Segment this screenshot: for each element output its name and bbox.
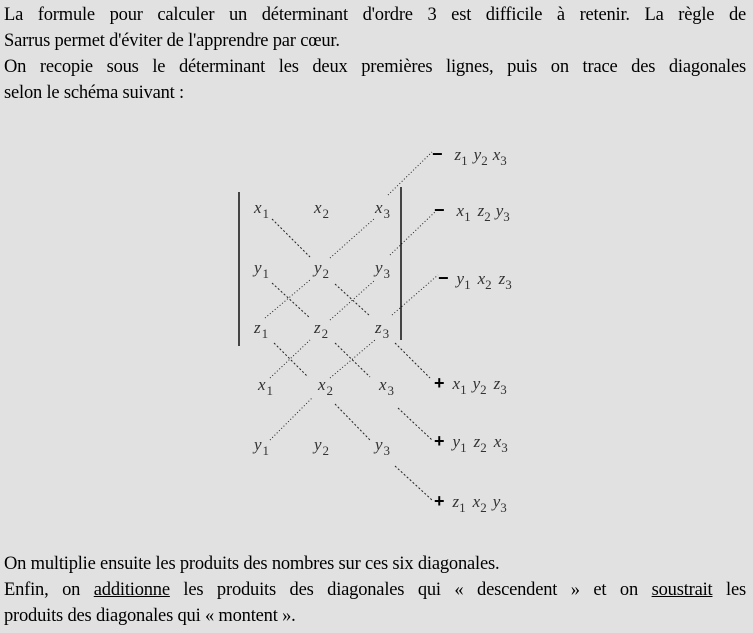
entry-y3: $y_3$ bbox=[375, 258, 391, 281]
outro-text: les bbox=[712, 580, 746, 600]
underlined-additionne: additionne bbox=[93, 580, 170, 600]
intro-line-2: Sarrus permet d'éviter de l'apprendre par cœur. bbox=[4, 31, 340, 51]
ascending-diagonals bbox=[265, 152, 438, 440]
outro-text: Enfin, on bbox=[4, 580, 94, 600]
term-plus-y1z2x3: + $y_1$ $z_2$ $x_3$ bbox=[434, 431, 508, 455]
intro-line-4: selon le schéma suivant : bbox=[4, 83, 184, 103]
copy-x2: $x_2$ bbox=[318, 375, 334, 398]
intro-line-1: La formule pour calculer un déterminant d'ordre 3 est difficile à retenir. La règle de bbox=[4, 5, 746, 25]
intro-line-3: On recopie sous le déterminant les deux premières lignes, puis on trace des diagonales bbox=[4, 57, 746, 77]
term-plus-z1x2y3: + $z_1$ $x_2$ $y_3$ bbox=[434, 491, 507, 515]
outro-line-3: produits des diagonales qui « montent ». bbox=[4, 606, 296, 626]
positive-terms bbox=[434, 373, 508, 516]
copied-rows bbox=[252, 375, 394, 458]
entry-z3: $z_3$ bbox=[375, 318, 390, 341]
descending-diagonals bbox=[272, 219, 432, 500]
entry-x1: $x_1$ bbox=[254, 198, 270, 221]
copy-y3: $y_3$ bbox=[375, 435, 391, 458]
entry-z2: $z_2$ bbox=[314, 318, 329, 341]
entry-x3: $x_3$ bbox=[375, 198, 391, 221]
copy-y1: $y_1$ bbox=[254, 435, 270, 458]
copy-x1: $x_1$ bbox=[258, 375, 274, 398]
entry-x2: $x_2$ bbox=[314, 198, 330, 221]
negative-terms bbox=[432, 144, 512, 293]
entry-z1: $z_1$ bbox=[254, 318, 269, 341]
outro-paragraph bbox=[4, 551, 746, 629]
entry-y1: $y_1$ bbox=[254, 258, 270, 281]
outro-line-1: On multiplie ensuite les produits des nombres sur ces six diagonales. bbox=[4, 554, 500, 574]
copy-y2: $y_2$ bbox=[314, 435, 330, 458]
term-plus-x1y2z3: + $x_1$ $y_2$ $z_3$ bbox=[434, 373, 507, 397]
outro-text: les produits des diagonales qui « descendent » et on bbox=[169, 580, 652, 600]
term-minus-y1x2z3: − $y_1$ $x_2$ $z_3$ bbox=[438, 268, 512, 292]
term-minus-x1z2y3: − $x_1$ $z_2$ $y_3$ bbox=[434, 200, 510, 224]
term-minus-z1y2x3: − $z_1$ $y_2$ $x_3$ bbox=[432, 144, 507, 168]
outro-line-2 bbox=[4, 577, 746, 603]
copy-x3: $x_3$ bbox=[379, 375, 395, 398]
underlined-soustrait: soustrait bbox=[651, 580, 713, 600]
entry-y2: $y_2$ bbox=[314, 258, 330, 281]
